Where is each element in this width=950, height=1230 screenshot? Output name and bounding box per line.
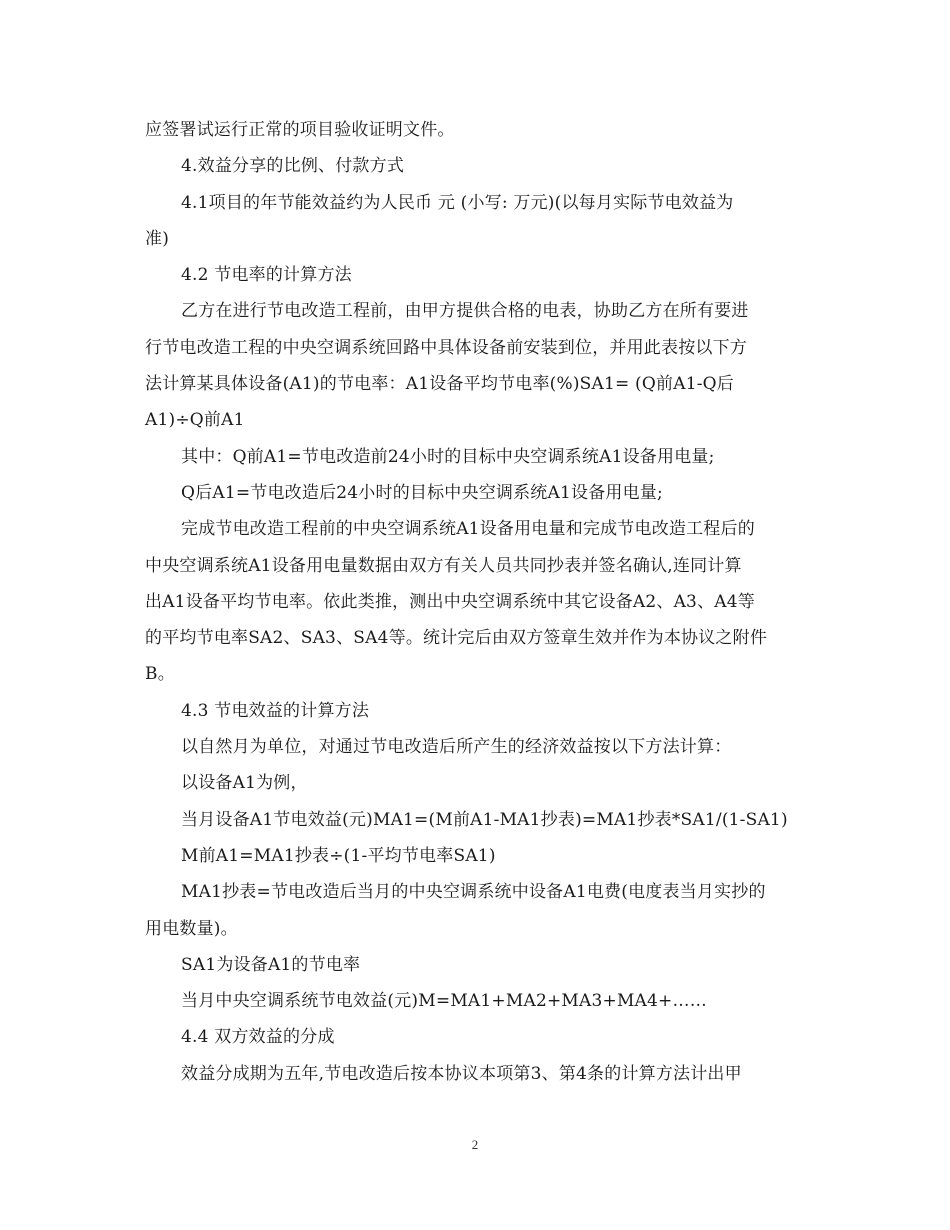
text-line: MA1抄表=节电改造后当月的中央空调系统中设备A1电费(电度表当月实抄的 bbox=[181, 882, 766, 903]
text-line: 以自然月为单位，对通过节电改造后所产生的经济效益按以下方法计算： bbox=[181, 737, 732, 758]
page-number: 2 bbox=[471, 1137, 479, 1152]
text-line: 用电数量)。 bbox=[145, 918, 238, 939]
text-line: 当月中央空调系统节电效益(元)M=MA1+MA2+MA3+MA4+…… bbox=[181, 991, 707, 1012]
text-line: 应签署试运行正常的项目验收证明文件。 bbox=[145, 120, 455, 140]
text-line: 其中：Q前A1=节电改造前24小时的目标中央空调系统A1设备用电量; bbox=[181, 446, 715, 467]
text-line: 4.1项目的年节能效益约为人民币 元 (小写: 万元)(以每月实际节电效益为 bbox=[181, 192, 734, 213]
text-line: 准) bbox=[145, 228, 170, 249]
text-line: B。 bbox=[145, 664, 175, 685]
text-line: 完成节电改造工程前的中央空调系统A1设备用电量和完成节电改造工程后的 bbox=[181, 519, 755, 540]
text-line: 4.4 双方效益的分成 bbox=[181, 1027, 335, 1048]
text-line: 效益分成期为五年,节电改造后按本协议本项第3、第4条的计算方法计出甲 bbox=[181, 1063, 742, 1084]
text-line: 行节电改造工程的中央空调系统回路中具体设备前安装到位，并用此表按以下方 bbox=[145, 337, 747, 358]
text-line: A1)÷Q前A1 bbox=[145, 410, 245, 431]
text-line: 当月设备A1节电效益(元)MA1=(M前A1-MA1抄表)=MA1抄表*SA1/(1-SA1) bbox=[181, 809, 788, 830]
text-line: 法计算某具体设备(A1)的节电率：A1设备平均节电率(%)SA1= (Q前A1-Q后 bbox=[145, 374, 734, 395]
text-line: 出A1设备平均节电率。依此类推，测出中央空调系统中其它设备A2、A3、A4等 bbox=[145, 591, 755, 612]
text-line: 的平均节电率SA2、SA3、SA4等。统计完后由双方签章生效并作为本协议之附件 bbox=[145, 628, 768, 649]
text-line: 4.效益分享的比例、付款方式 bbox=[181, 156, 405, 177]
text-line: Q后A1=节电改造后24小时的目标中央空调系统A1设备用电量; bbox=[181, 482, 663, 503]
text-line: M前A1=MA1抄表÷(1-平均节电率SA1) bbox=[181, 845, 496, 866]
text-line: 乙方在进行节电改造工程前，由甲方提供合格的电表，协助乙方在所有要进 bbox=[181, 301, 749, 322]
text-line: 中央空调系统A1设备用电量数据由双方有关人员共同抄表并签名确认,连同计算 bbox=[145, 555, 742, 576]
text-line: SA1为设备A1的节电率 bbox=[181, 954, 361, 975]
text-line: 4.2 节电率的计算方法 bbox=[181, 265, 352, 286]
text-line: 以设备A1为例， bbox=[181, 773, 308, 794]
document-body bbox=[145, 112, 805, 1092]
text-line: 4.3 节电效益的计算方法 bbox=[181, 700, 370, 721]
